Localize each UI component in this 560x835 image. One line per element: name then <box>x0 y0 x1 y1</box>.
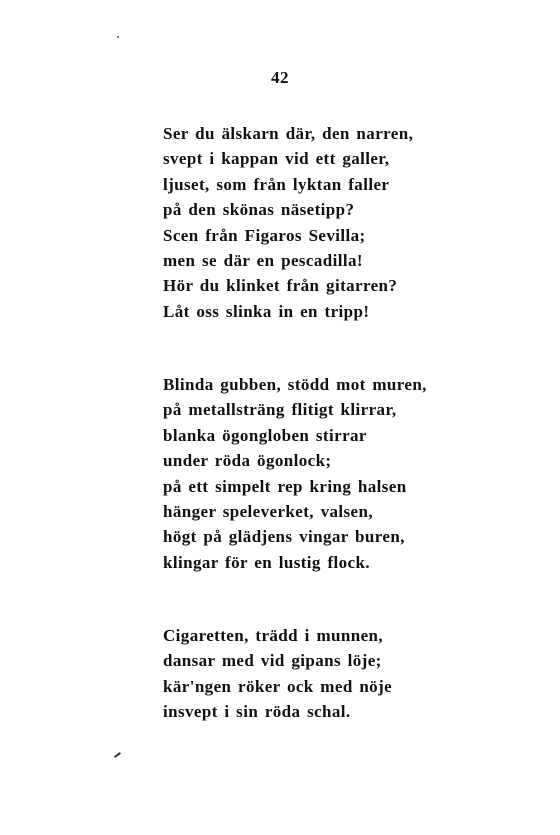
poem-line: blanka ögongloben stirrar <box>163 425 367 445</box>
poem-line: men se där en pescadilla! <box>163 250 363 270</box>
poem-line: klingar för en lustig flock. <box>163 552 371 572</box>
poem-line: högt på glädjens vingar buren, <box>163 527 405 547</box>
poem-line: Cigaretten, trädd i munnen, <box>163 626 384 645</box>
poem-line: Ser du älskarn där, den narren, <box>163 124 414 143</box>
stanza-3 <box>163 623 392 725</box>
poem-line: Låt oss slinka in en tripp! <box>163 301 370 321</box>
poem-line: ljuset, som från lyktan faller <box>163 174 390 194</box>
stanza-2 <box>163 372 427 575</box>
poem-line: Hör du klinket från gitarren? <box>163 276 398 296</box>
poem-line: på metallsträng flitigt klirrar, <box>163 400 397 420</box>
poem-line: svept i kappan vid ett galler, <box>163 149 390 169</box>
poem-line: Blinda gubben, stödd mot muren, <box>163 375 427 394</box>
poem-line: hänger speleverket, valsen, <box>163 501 373 521</box>
poem-line: dansar med vid gipans löje; <box>163 651 382 671</box>
ink-speck <box>117 36 119 38</box>
page-number: 42 <box>271 68 289 87</box>
poem-line: insvept i sin röda schal. <box>163 702 351 722</box>
ink-mark <box>114 752 121 758</box>
poem-line: på den skönas näsetipp? <box>163 200 355 220</box>
poem-line: kär'ngen röker ock med nöje <box>163 676 393 696</box>
poem-line: under röda ögonlock; <box>163 451 332 471</box>
stanza-1 <box>163 121 413 324</box>
poem-line: på ett simpelt rep kring halsen <box>163 476 407 496</box>
poem-line: Scen från Figaros Sevilla; <box>163 225 366 245</box>
